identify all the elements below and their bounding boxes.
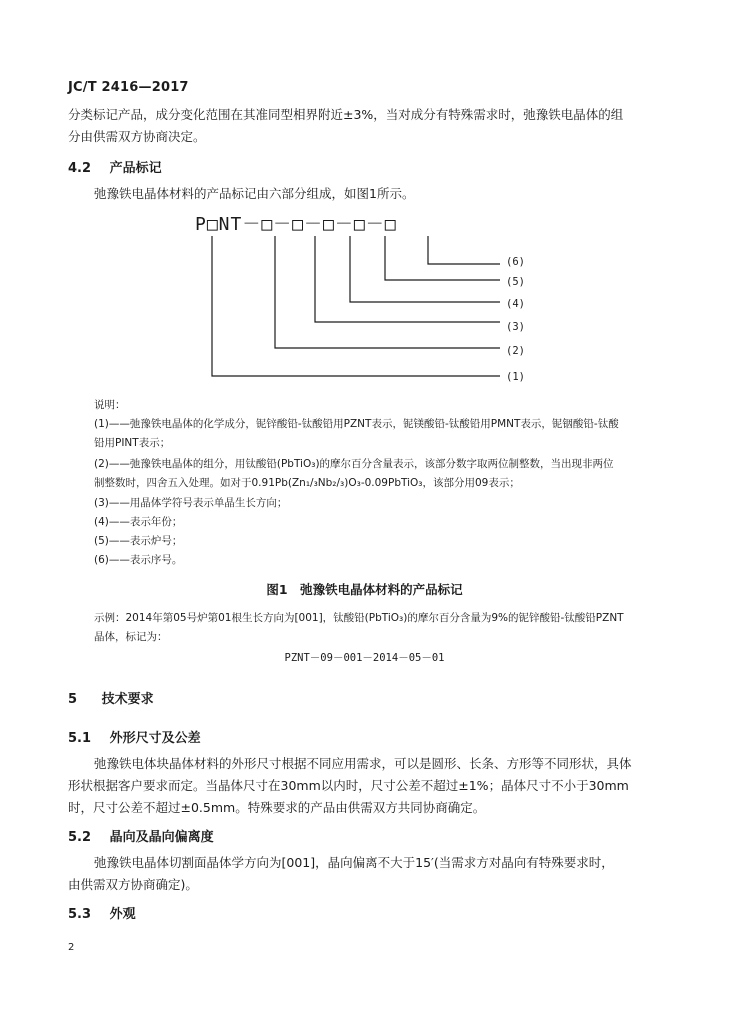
page-number: 2	[68, 942, 75, 953]
section-title: 产品标记	[109, 161, 162, 176]
section-5-heading	[68, 688, 154, 707]
leader-line-3	[315, 236, 500, 322]
leader-line-6	[428, 236, 500, 264]
example-line-2: 晶体，标记为：	[94, 631, 168, 643]
section-5-1-line: 形状根据客户要求而定。当晶体尺寸在30mm以内时，尺寸公差不超过±1%；晶体尺寸不小于30mm	[68, 778, 629, 793]
section-title: 外形尺寸及公差	[109, 731, 201, 746]
section-title: 外观	[109, 907, 136, 922]
product-code-template: P□NT－□－□－□－□－□	[195, 214, 397, 235]
diagram-label-2: (2)	[506, 345, 525, 357]
section-5-2-heading	[68, 826, 214, 845]
section-5-1-line: 弛豫铁电体块晶体材料的外形尺寸根据不同应用需求，可以是圆形、长条、方形等不同形状，具体	[94, 756, 632, 771]
intro-line-2: 分由供需双方协商决定。	[68, 129, 206, 144]
example-code: PZNT－09－001－2014－05－01	[284, 652, 445, 664]
leader-line-4	[350, 236, 500, 302]
note-line: (3)——用晶体学符号表示单晶生长方向；	[94, 497, 288, 509]
note-line: 制整数时，四舍五入处理。如对于0.91Pb(Zn₁/₃Nb₂/₃)O₃-0.09PbTiO₃，该部分用09表示；	[94, 477, 520, 489]
diagram-label-4: (4)	[506, 298, 525, 310]
section-5-3-heading	[68, 903, 136, 922]
diagram-label-1: (1)	[506, 371, 525, 383]
example-line-1: 示例：2014年第05号炉第01根生长方向为[001]，钛酸铅(PbTiO₃)的摩尔百分含量为9%的铌锌酸铅-钛酸铅PZNT	[94, 612, 624, 624]
leader-line-1	[212, 236, 500, 376]
diagram-label-3: (3)	[506, 321, 525, 333]
diagram-label-6: (6)	[506, 256, 525, 268]
section-5-2-line: 由供需双方协商确定)。	[68, 877, 198, 892]
intro-line-1: 分类标记产品，成分变化范围在其准同型相界附近±3%，当对成分有特殊需求时，弛豫铁电晶体的组	[68, 107, 624, 122]
note-line: (1)——弛豫铁电晶体的化学成分，铌锌酸铅-钛酸铅用PZNT表示，铌镁酸铅-钛酸铅用PMNT表示，铌铟酸铅-钛酸	[94, 418, 619, 430]
section-number: 5.1	[68, 731, 92, 746]
section-number: 5.2	[68, 830, 92, 845]
leader-line-5	[385, 236, 500, 280]
section-number: 5	[68, 692, 78, 707]
section-number: 4.2	[68, 161, 92, 176]
section-5-1-line: 时，尺寸公差不超过±0.5mm。特殊要求的产品由供需双方共同协商确定。	[68, 800, 486, 815]
section-number: 5.3	[68, 907, 92, 922]
notes-title: 说明：	[94, 399, 126, 411]
section-title: 技术要求	[101, 692, 154, 707]
leader-line-2	[275, 236, 500, 348]
note-line: 铅用PINT表示；	[94, 437, 171, 449]
diagram-label-5: (5)	[506, 276, 525, 288]
figure-caption: 图1 弛豫铁电晶体材料的产品标记	[266, 582, 463, 597]
marking-diagram	[0, 0, 729, 400]
section-5-2-line: 弛豫铁电晶体切割面晶体学方向为[001]，晶向偏离不大于15′(当需求方对晶向有特殊要求时，	[94, 855, 614, 870]
standard-number: JC/T 2416—2017	[68, 80, 189, 95]
note-line: (5)——表示炉号；	[94, 535, 183, 547]
note-line: (2)——弛豫铁电晶体的组分，用钛酸铅(PbTiO₃)的摩尔百分含量表示，该部分数字取两位制整数，当出现非两位	[94, 458, 614, 470]
section-4-2-text: 弛豫铁电晶体材料的产品标记由六部分组成，如图1所示。	[94, 186, 415, 201]
section-5-1-heading	[68, 727, 201, 746]
note-line: (4)——表示年份；	[94, 516, 183, 528]
note-line: (6)——表示序号。	[94, 554, 183, 566]
section-title: 晶向及晶向偏离度	[109, 830, 214, 845]
